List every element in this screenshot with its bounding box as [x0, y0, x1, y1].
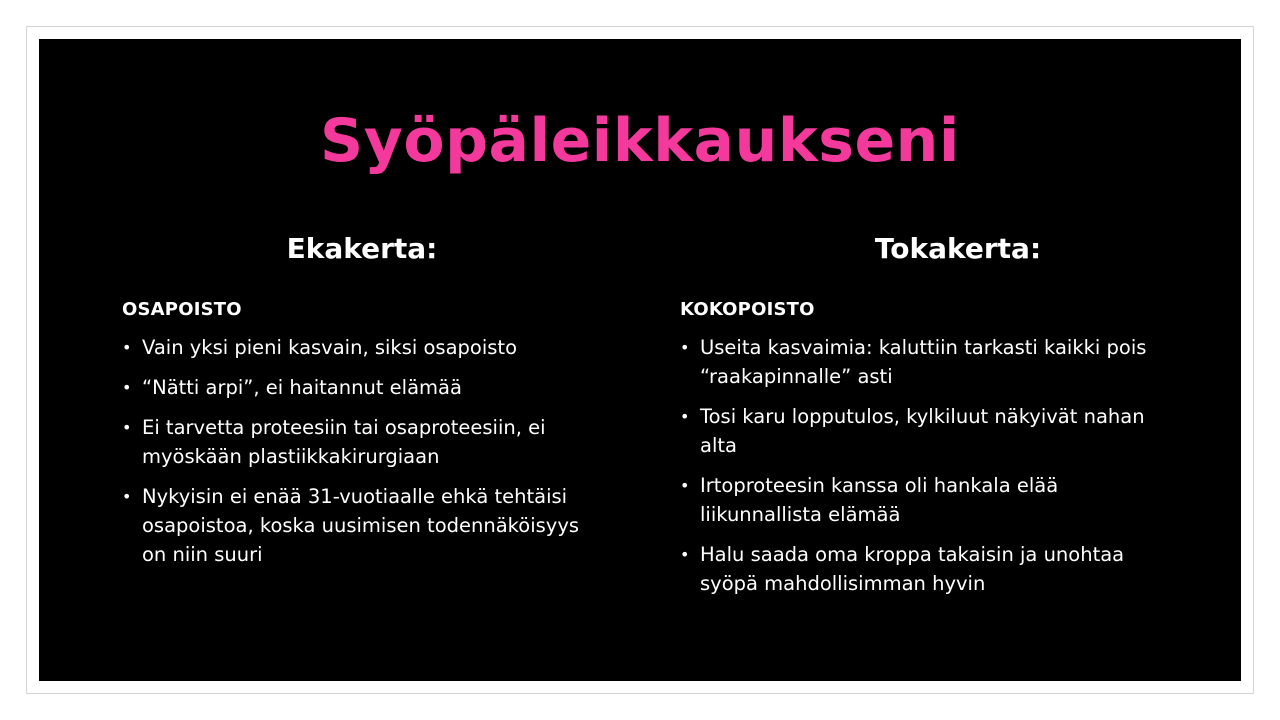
bullet-item	[122, 373, 592, 402]
bullet-item	[122, 482, 592, 569]
bullet-text: “Nätti arpi”, ei haitannut elämää	[142, 376, 462, 399]
slide	[39, 39, 1241, 681]
bullet-icon: •	[122, 487, 132, 506]
bullet-item	[680, 402, 1160, 460]
bullet-text: Useita kasvaimia: kaluttiin tarkasti kaikki pois “raakapinnalle” asti	[700, 336, 1147, 388]
bullet-text: Halu saada oma kroppa takaisin ja unohtaa syöpä mahdollisimman hyvin	[700, 543, 1125, 595]
bullet-icon: •	[680, 476, 690, 495]
left-bullet-list	[122, 333, 592, 569]
bullet-icon: •	[122, 418, 132, 437]
bullet-text: Irtoproteesin kanssa oli hankala elää liikunnallista elämää	[700, 474, 1059, 526]
bullet-icon: •	[122, 338, 132, 357]
bullet-text: Ei tarvetta proteesiin tai osaproteesiin, ei myöskään plastiikkakirurgiaan	[142, 416, 546, 468]
bullet-icon: •	[122, 378, 132, 397]
bullet-icon: •	[680, 338, 690, 357]
right-bullet-list	[680, 333, 1160, 598]
bullet-icon: •	[680, 407, 690, 426]
bullet-text: Vain yksi pieni kasvain, siksi osapoisto	[142, 336, 517, 359]
bullet-item	[122, 413, 592, 471]
bullet-item	[680, 540, 1160, 598]
left-column-heading: Ekakerta:	[286, 232, 438, 265]
left-column-subheading: OSAPOISTO	[122, 299, 242, 320]
bullet-text: Nykyisin ei enää 31-vuotiaalle ehkä tehtäisi osapoistoa, koska uusimisen todennäköisyys on niin suuri	[142, 485, 580, 566]
right-column-heading: Tokakerta:	[874, 232, 1042, 265]
bullet-item	[680, 471, 1160, 529]
bullet-icon: •	[680, 545, 690, 564]
bullet-item	[680, 333, 1160, 391]
bullet-item	[122, 333, 592, 362]
right-column-subheading: KOKOPOISTO	[680, 299, 815, 320]
left-column	[122, 229, 592, 580]
right-column	[680, 229, 1160, 609]
slide-title: Syöpäleikkaukseni	[320, 106, 960, 176]
bullet-text: Tosi karu lopputulos, kylkiluut näkyivät nahan alta	[700, 405, 1145, 457]
